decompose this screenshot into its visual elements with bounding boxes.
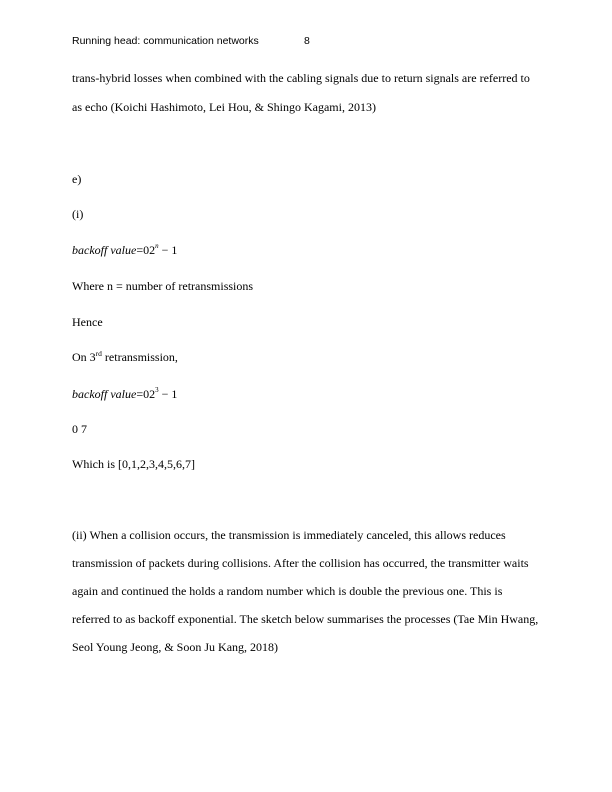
formula-equals: = xyxy=(136,243,144,257)
paragraph-2-line-4: referred to as backoff exponential. The sketch below summarises the processes (Tae Min Hwang, xyxy=(72,612,539,626)
retrans-prefix: On 3 xyxy=(72,350,96,364)
backoff-formula-third xyxy=(72,387,177,403)
formula-rest: − 1 xyxy=(161,243,178,257)
formula-rest: − 1 xyxy=(161,387,178,401)
page-header xyxy=(72,35,310,47)
formula-exponent: n xyxy=(155,242,159,250)
formula-lhs: backoff value xyxy=(72,243,137,257)
paragraph-2-line-3: again and continued the holds a random number which is double the previous one. This is xyxy=(72,584,503,598)
formula-base: 02 xyxy=(143,387,156,401)
paragraph-2-line-1: (ii) When a collision occurs, the transmission is immediately canceled, this allows reduces xyxy=(72,528,506,542)
formula-equals: = xyxy=(136,387,144,401)
paragraph-2-line-2: transmission of packets during collisions. After the collision has occurred, the transmitter waits xyxy=(72,556,529,570)
formula-lhs: backoff value xyxy=(72,387,137,401)
which-is-line: Which is [0,1,2,3,4,5,6,7] xyxy=(72,457,195,471)
page-number: 8 xyxy=(304,35,310,47)
ordinal-suffix: rd xyxy=(95,349,102,358)
backoff-formula-general xyxy=(72,243,177,259)
retransmission-line xyxy=(72,350,178,366)
paragraph-2-line-5: Seol Young Jeong, & Soon Ju Kang, 2018) xyxy=(72,640,279,654)
paragraph-1-line-1: trans-hybrid losses when combined with the cabling signals due to return signals are referred to xyxy=(72,71,530,85)
formula-exponent: 3 xyxy=(155,386,159,394)
range-line: 0 7 xyxy=(72,422,87,436)
hence-line: Hence xyxy=(72,315,103,329)
formula-base: 02 xyxy=(143,243,156,257)
running-head: Running head: communication networks xyxy=(72,35,259,47)
paragraph-1-line-2: as echo (Koichi Hashimoto, Lei Hou, & Shingo Kagami, 2013) xyxy=(72,100,376,114)
where-line: Where n = number of retransmissions xyxy=(72,279,254,293)
subsection-label: (i) xyxy=(72,207,84,221)
retrans-suffix: retransmission, xyxy=(101,350,178,364)
section-label: e) xyxy=(72,172,82,186)
